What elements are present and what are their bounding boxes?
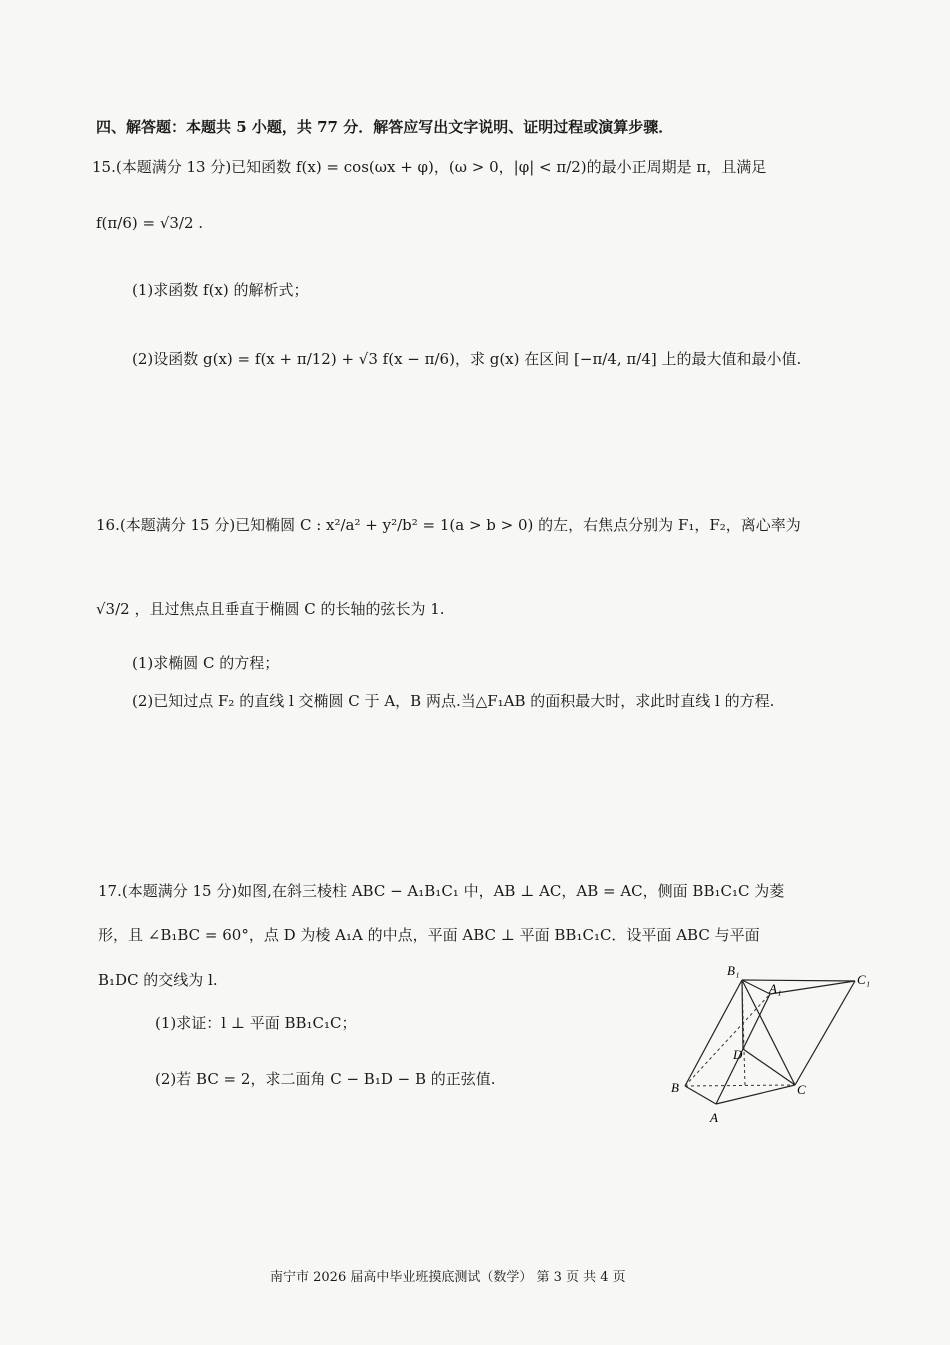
q15-part2: (2)设函数 g(x) = f(x + π/12) + √3 f(x − π/6)，求 g(x) 在区间 [−π/4, π/4] 上的最大值和最小值. [132, 350, 802, 368]
q16-part1: (1)求椭圆 C 的方程； [132, 654, 280, 672]
edge-d-c [743, 1049, 795, 1085]
page-footer: 南宁市 2026 届高中毕业班摸底测试（数学） 第 3 页 共 4 页 [270, 1270, 626, 1285]
edge-d-b1 [742, 980, 743, 1049]
label-c1: C₁ [857, 972, 871, 987]
section-header: 四、解答题：本题共 5 小题，共 77 分．解答应写出文字说明、证明过程或演算步骤． [96, 118, 674, 136]
q17-stem-line3: B₁DC 的交线为 l. [98, 971, 218, 989]
label-b1: B₁ [727, 963, 740, 978]
q17-part2: (2)若 BC = 2，求二面角 C − B₁D − B 的正弦值. [155, 1070, 496, 1088]
q17-stem-line1: 17.(本题满分 15 分)如图,在斜三棱柱 ABC − A₁B₁C₁ 中，AB ⊥ AC，AB = AC，侧面 BB₁C₁C 为菱 [98, 882, 785, 900]
label-b: B [671, 1080, 679, 1095]
q15-stem-line2: f(π/6) = √3/2 . [96, 214, 204, 232]
label-a: A [710, 1110, 718, 1125]
q17-part1: (1)求证：l ⊥ 平面 BB₁C₁C； [155, 1014, 357, 1032]
q15-part1: (1)求函数 f(x) 的解析式； [132, 281, 309, 299]
prism-figure [665, 958, 885, 1128]
q17-stem-line2: 形，且 ∠B₁BC = 60°，点 D 为棱 A₁A 的中点，平面 ABC ⊥ 平面 BB₁C₁C．设平面 ABC 与平面 [98, 926, 760, 944]
q16-stem-line2: √3/2 ，且过焦点且垂直于椭圆 C 的长轴的弦长为 1. [96, 600, 445, 618]
q16-part2: (2)已知过点 F₂ 的直线 l 交椭圆 C 于 A，B 两点.当△F₁AB 的面积最大时，求此时直线 l 的方程. [132, 692, 775, 710]
edge-b-c-hidden [685, 1085, 795, 1086]
edge-c1-c [795, 981, 855, 1085]
edge-a-c [716, 1085, 795, 1104]
edge-b1-c1 [742, 980, 855, 981]
label-a1: A₁ [769, 981, 782, 996]
label-d: D [733, 1047, 743, 1062]
edge-b-a [685, 1086, 716, 1104]
q16-stem-line1: 16.(本题满分 15 分)已知椭圆 C : x²/a² + y²/b² = 1(a > b > 0) 的左，右焦点分别为 F₁，F₂，离心率为 [96, 516, 801, 534]
label-c: C [797, 1082, 806, 1097]
q15-stem-line1: 15.(本题满分 13 分)已知函数 f(x) = cos(ωx + φ)，(ω > 0，|φ| < π/2)的最小正周期是 π，且满足 [92, 158, 767, 176]
edge-b1-b [685, 980, 742, 1086]
edge-a1-c1 [770, 981, 855, 994]
